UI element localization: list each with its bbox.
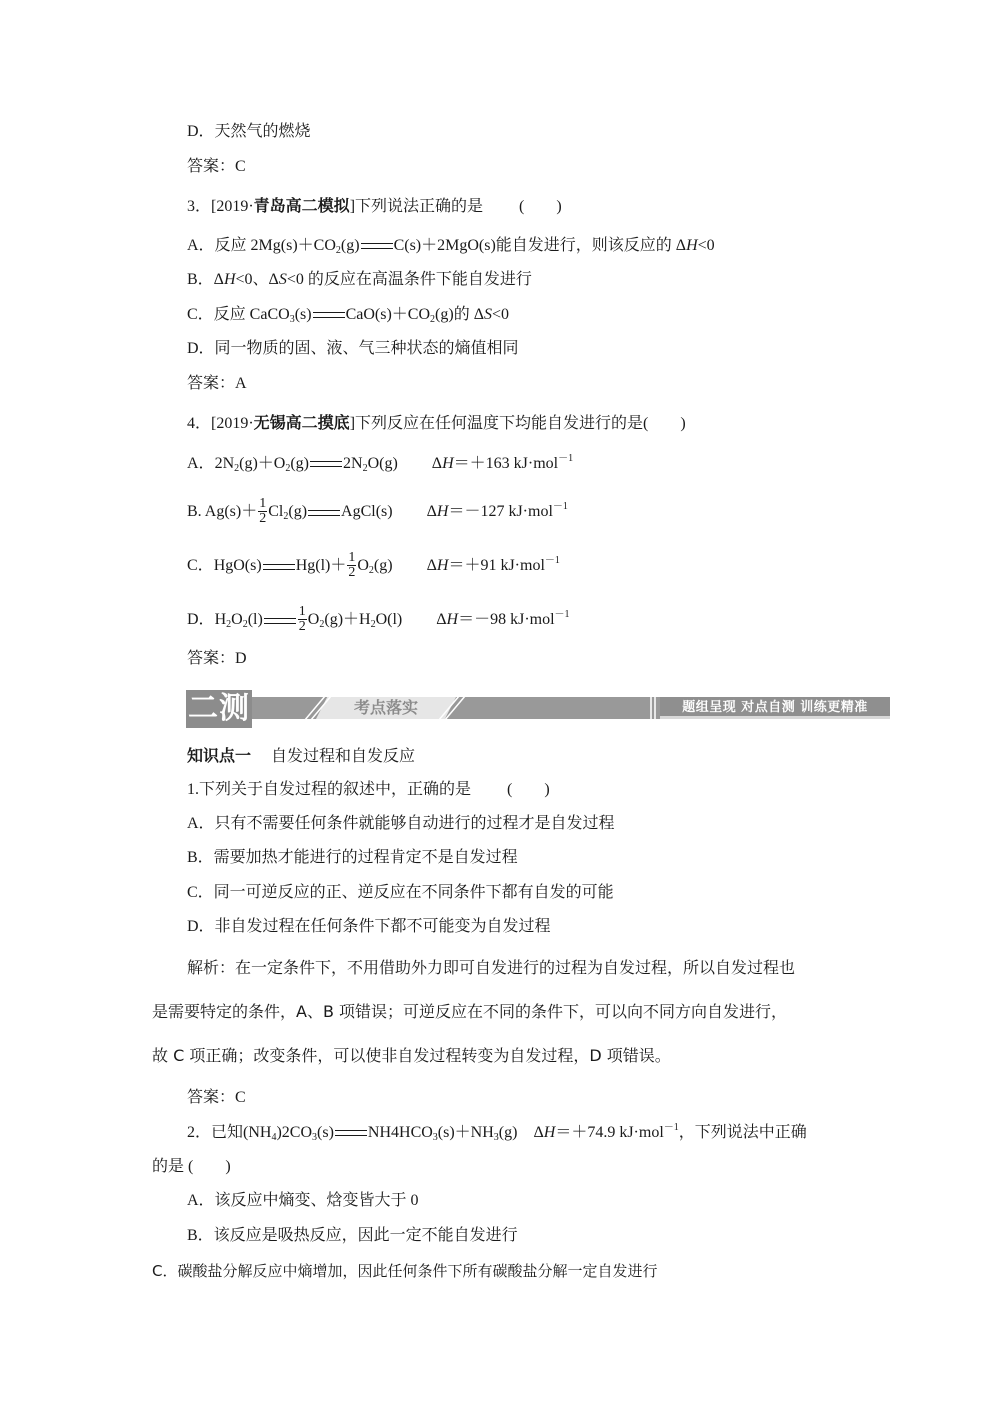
fraction-one-half — [258, 497, 267, 526]
test-q1-answer: 答案：C — [187, 1089, 246, 1106]
q1-blank: ( ) — [507, 781, 550, 798]
test-q1-option-d: D．非自发过程在任何条件下都不可能变为自发过程 — [187, 918, 551, 935]
subscript: 2 — [370, 619, 376, 631]
subscript: 4 — [271, 1132, 277, 1143]
subscript: 2 — [285, 463, 291, 474]
test-q1-option-b: B．需要加热才能进行的过程肯定不是自发过程 — [187, 849, 518, 866]
text: (g) — [373, 557, 393, 575]
equals-sign-icon — [361, 243, 393, 249]
text: ，下列说法中正确 — [678, 1124, 807, 1141]
q3-source: 青岛高二模拟 — [253, 196, 350, 215]
banner-left-label: 二测 — [188, 691, 250, 726]
option-label: B. — [187, 503, 202, 521]
q3-answer: 答案：A — [187, 375, 247, 392]
test-q2-option-b: B．该反应是吸热反应，因此一定不能自发进行 — [187, 1227, 518, 1244]
text: (g)＋O — [239, 455, 286, 472]
subscript: 2 — [234, 463, 240, 474]
text: B．Δ — [187, 271, 224, 288]
q3-stem — [187, 196, 562, 217]
banner-right-label: 题组呈现 对点自测 训练更精准 — [660, 697, 890, 719]
text: A．反应 2Mg(s)＋CO — [187, 237, 336, 254]
enthalpy-value: ＝－127 kJ·mol — [448, 503, 553, 521]
variable: H — [223, 271, 236, 288]
subscript: 3 — [312, 1132, 318, 1143]
variable: H — [686, 237, 698, 254]
enthalpy-value: ＝＋74.9 kJ·mol — [555, 1124, 664, 1141]
superscript: －1 — [554, 609, 570, 621]
q3-option-c — [187, 305, 509, 325]
text: (s) — [317, 1124, 334, 1141]
text: (g)＋H — [324, 611, 371, 629]
knowledge-point-label: 知识点一 — [187, 746, 252, 765]
variable: H — [543, 1124, 556, 1141]
text: 2N — [343, 455, 363, 472]
text: HCO — [399, 1124, 433, 1141]
subscript: 2 — [242, 619, 248, 631]
test-q2-option-c: C．碳酸盐分解反应中熵增加，因此任何条件下所有碳酸盐分解一定自发进行 — [152, 1262, 658, 1280]
banner-right-edge — [660, 716, 890, 719]
q4-option-a — [187, 454, 573, 474]
q2-answer: 答案：C — [187, 158, 246, 175]
text: Hg(l)＋ — [295, 557, 347, 575]
text: ]下列反应在任何温度下均能自发进行的是( ) — [349, 415, 686, 432]
text: CaO(s)＋CO — [345, 306, 431, 323]
equals-sign-icon — [264, 618, 296, 624]
test-q2-option-a: A．该反应中熵变、焓变皆大于 0 — [187, 1192, 419, 1209]
test-q2-stem — [187, 1123, 807, 1143]
q4-option-c — [187, 552, 560, 581]
test-q1-analysis-line2: 是需要特定的条件，A、B 项错误；可逆反应在不同的条件下，可以向不同方向自发进行， — [152, 1002, 788, 1021]
delta-symbol: Δ — [426, 557, 437, 575]
equals-sign-icon — [335, 1130, 367, 1136]
superscript: －1 — [663, 1122, 679, 1133]
subscript: 2 — [430, 314, 436, 325]
test-q1-option-c: C．同一可逆反应的正、逆反应在不同条件下都有自发的可能 — [187, 884, 614, 901]
text: 2N — [214, 455, 235, 472]
variable: S — [483, 306, 492, 323]
delta-symbol: Δ — [533, 1124, 544, 1141]
text: NH — [367, 1124, 392, 1141]
text: <0、Δ — [235, 271, 279, 288]
variable: H — [436, 503, 449, 521]
subscript: 2 — [368, 565, 374, 577]
superscript: －1 — [552, 501, 568, 513]
banner-middle-label: 考点落实 — [353, 698, 418, 717]
text: <0 的反应在高温条件下能自发进行 — [286, 271, 532, 288]
text: Cl — [268, 503, 284, 521]
text: Ag(s)＋ — [204, 503, 258, 521]
text: )2CO — [276, 1124, 313, 1141]
test-q1-analysis-line1: 解析：在一定条件下，不用借助外力即可自发进行的过程为自发过程，所以自发过程也 — [187, 958, 796, 977]
text: HgO(s) — [213, 557, 262, 575]
text: AgCl(s) — [341, 503, 393, 521]
option-label: D． — [187, 611, 215, 629]
delta-symbol: Δ — [436, 611, 447, 629]
q4-answer: 答案：D — [187, 650, 247, 667]
enthalpy-value: ＝＋91 kJ·mol — [448, 557, 545, 575]
text: <0 — [697, 237, 715, 254]
q4-option-d — [187, 606, 570, 635]
subscript: 2 — [283, 511, 289, 523]
section-banner — [186, 690, 890, 728]
denominator: 2 — [298, 619, 306, 634]
text: (g) — [288, 503, 308, 521]
text: 4 — [391, 1124, 400, 1141]
q3-option-d: D．同一物质的固、液、气三种状态的熵值相同 — [187, 340, 519, 357]
delta-symbol: Δ — [431, 455, 443, 472]
numerator: 1 — [298, 604, 306, 619]
equals-sign-icon — [308, 510, 340, 516]
option-label: A． — [187, 455, 215, 472]
enthalpy-value: ＝－98 kJ·mol — [458, 611, 555, 629]
q4-source: 无锡高二摸底 — [253, 413, 350, 432]
superscript: －1 — [558, 453, 574, 464]
text: 2．已知(NH — [187, 1124, 272, 1141]
text: (g)的 Δ — [435, 306, 484, 323]
equals-sign-icon — [313, 312, 345, 318]
q3-option-b — [187, 270, 532, 290]
subscript: 2 — [335, 245, 341, 256]
text: (s) — [294, 306, 312, 323]
text: 1.下列关于自发过程的叙述中，正确的是 — [187, 781, 472, 798]
text: (g) — [290, 455, 309, 472]
test-q2-stem-line2: 的是 ( ) — [152, 1158, 231, 1175]
test-q1-option-a: A．只有不需要任何条件就能够自动进行的过程才是自发过程 — [187, 815, 615, 832]
q3-option-a — [187, 236, 715, 256]
denominator: 2 — [348, 565, 356, 580]
text: 4．[2019· — [187, 415, 254, 432]
variable: H — [436, 557, 449, 575]
q4-stem — [187, 413, 686, 434]
text: (s)＋NH — [437, 1124, 494, 1141]
fraction-one-half — [298, 605, 307, 634]
q2-option-d: D．天然气的燃烧 — [187, 123, 311, 140]
text: <0 — [491, 306, 510, 323]
variable: H — [442, 455, 454, 472]
denominator: 2 — [259, 511, 267, 526]
text: O — [307, 611, 320, 629]
text: C．反应 CaCO — [187, 306, 290, 323]
text: H — [214, 611, 227, 629]
subscript: 2 — [319, 619, 325, 631]
q3-blank: ( ) — [519, 198, 562, 215]
equals-sign-icon — [310, 461, 342, 467]
test-q1-stem — [187, 780, 550, 800]
enthalpy-value: ＝＋163 kJ·mol — [453, 455, 559, 472]
subscript: 3 — [432, 1132, 438, 1143]
test-q1-analysis-line3: 故 C 项正确；改变条件，可以使非自发过程转变为自发过程，D 项错误。 — [152, 1046, 671, 1065]
numerator: 1 — [348, 550, 356, 565]
variable: S — [278, 271, 287, 288]
knowledge-point-heading — [187, 746, 415, 767]
delta-symbol: Δ — [426, 503, 437, 521]
subscript: 2 — [226, 619, 232, 631]
text: C(s)＋2MgO(s)能自发进行，则该反应的 Δ — [393, 237, 687, 254]
q3-stem-suffix: ]下列说法正确的是 — [349, 198, 484, 215]
text: O — [231, 611, 243, 629]
text: (l) — [247, 611, 263, 629]
knowledge-point-title: 自发过程和自发反应 — [271, 748, 416, 765]
text: (g) — [340, 237, 360, 254]
text: O(l) — [375, 611, 403, 629]
variable: H — [446, 611, 459, 629]
q4-option-b — [187, 498, 568, 527]
q3-stem-prefix: 3．[2019· — [187, 198, 254, 215]
subscript: 3 — [289, 314, 295, 325]
subscript: 3 — [493, 1132, 499, 1143]
equals-sign-icon — [263, 564, 295, 570]
fraction-one-half — [347, 551, 356, 580]
subscript: 2 — [362, 463, 368, 474]
text: O — [357, 557, 369, 575]
option-label: C． — [187, 557, 214, 575]
text: O(g) — [367, 455, 398, 472]
superscript: －1 — [544, 555, 560, 567]
numerator: 1 — [259, 496, 267, 511]
text: (g) — [498, 1124, 518, 1141]
